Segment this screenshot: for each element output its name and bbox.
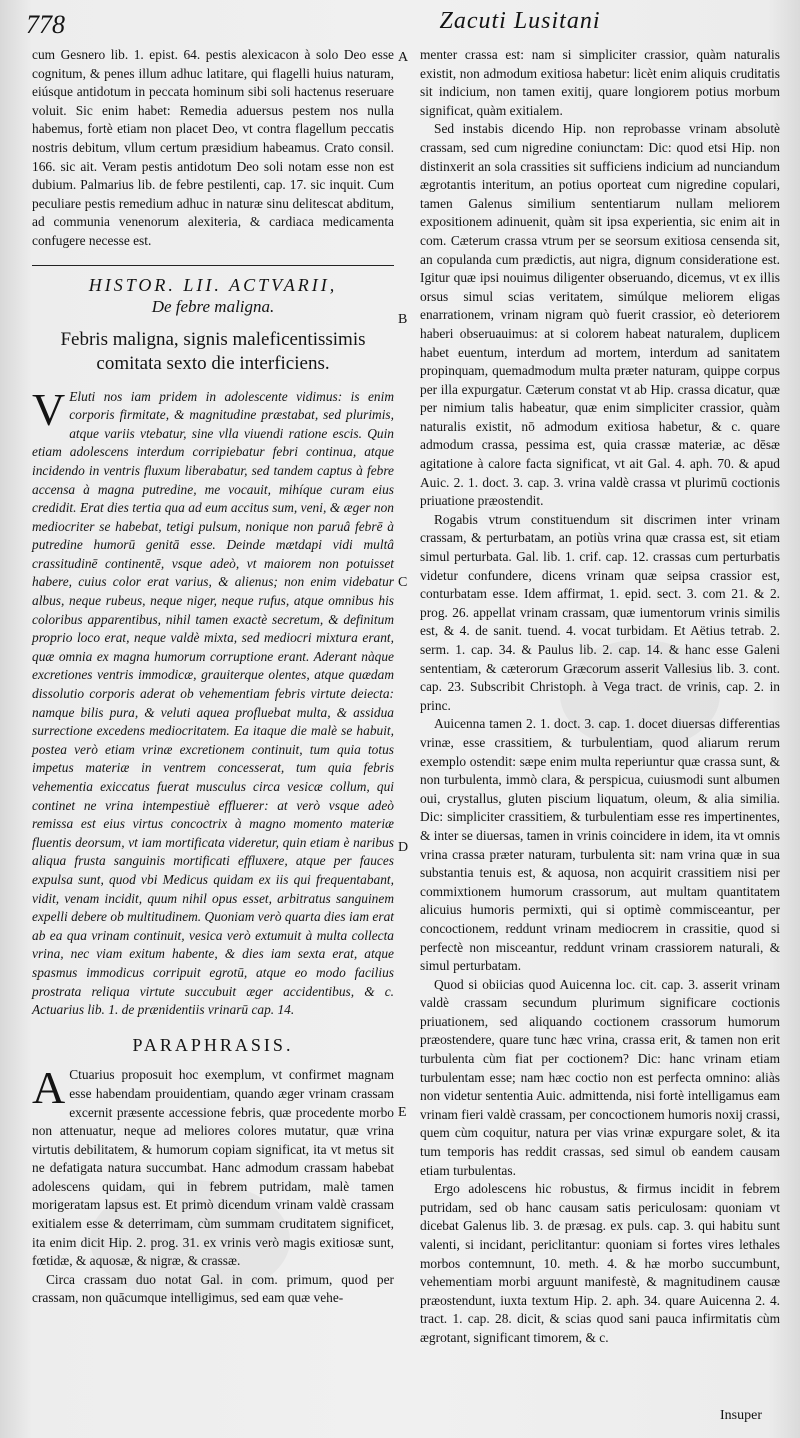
running-title: Zacuti Lusitani	[439, 8, 601, 34]
case-paragraph	[32, 383, 394, 1020]
paraphrasis-paragraph	[32, 1062, 394, 1271]
case-title: Febris maligna, signis maleficentissimis comitata sexto die interficiens.	[60, 328, 366, 374]
history-subheading: De febre maligna.	[151, 296, 275, 316]
right-paragraph-4: Auicenna tamen 2. 1. doct. 3. cap. 1. docet diuersas differentias vrinæ, esse crassitiem, & turbulentiam, quod aliarum rerum exemplo ostendit: sæpe enim multa reperiuntur quæ crassa sunt, & non turbulenta, immò clara, & perspicua, cuiusmodi sunt albumen oui, crystallus, gluten piscium liquatum, oleum, & alia similia. Dic: simpliciter crassitiem, & turbulentiam esse res impertinentes, & inter se diuersas, tamen in vrinis coincidere in idem, ita vt omnis vrina crassa præter naturam, turbulenta sit: nam vrina quæ in sua substantia tenuis est, & aquosa, non acquirit crassitiem nisi per commixtionem humorum crassorum, aut multam quantitatem alicuius humoris permixti, qui si optimè commisceantur, per concoctionem, reddunt vrinam mediocrem in crassitie, quod si perfectè non misceantur, reddunt vrinam crassiorem naturali, & simul perturbatam.	[420, 716, 780, 974]
case-text: Eluti nos iam pridem in adolescente vidimus: is enim corporis firmitate, & magnitudine præstabat, sed plurimis, atque variis vtebatur, sine vlla viuendi ratione escis. Quin etiam adolescens interdum corripiebatur febri continua, atque incidendo in ventris fluxum liberabatur, sed tandem captus à febre accensa à magna putredine, me vocauit, mihíque curam eius credidit. Erat dies tertia qua ad eum accitus sum, veni, & æger non mediocriter se habebat, tetigi pulsum, nonique non paruâ febrē à putredine humorū genitā esse. Deinde mætdapi vidi multâ crassitudinē continentē, vsque adeò, vt maiorem non potuisset habere, cuius color erat varius, & alienus; non enim videbatur albus, neque rubeus, neque niger, neque rufus, atque omnibus his coloribus apparentibus, nihil tamen exactè secretum, & definitum proprio loco erat, neque valdè mixta, sed mediocri mixtura erant, quæ omnia ex magna humorum corruptione erant. Aderant nàque excretiones ventris immodicæ, grauiterque olentes, atque quædam dissolutio corporis aderat ob vehementiam febris virtute deiecta: namque bilis pura, & veluti aquea profluebat multa, & assidua surrectione excedens mediocritatem. Ea itaque die malè se habuit, postea verò etiam vrinæ excretionem continuit, tum quia totus impetus materiæ in ventrem concesserat, tum quia febris vehementia exiccatus fuerat musculus circa vesicæ collum, qui continet ne vrina intempestiuè effluerer: at verò vsque adeò remissa est eius virtus concoctrix à magno momento materiæ fluentis deorsum, vt iam mortificata videretur, quin etiam è naribus aliqua frusta sanguinis mortificati effluxere, atque per fauces expulsa sunt, quod vbi Medicus quidam ex iis qui frequentabant, vidit, venam incidit, quum nihil opus esset, arbitratus sanguinem expelli debere ob multitudinem. Quoniam verò quarta dies iam erat ab ea qua vrinam continuit, vesica verò extumuit à multa collecta vrina, nec viam exitum habente, & dies iam sexta erat, atque spasmus immodicus corripuit egrotū, atque eo modo facilius prostrata reliqua virtute succubuit æger accidentibus, & c. Actuarius lib. 1. de prænidentiis vrinarū cap. 14.	[32, 388, 394, 1018]
paraphrasis-paragraph-2: Circa crassam duo notat Gal. in com. primum, quod per crassam, non quācumque intelligimus, sed eam quæ vehe-	[32, 1271, 394, 1306]
left-column	[32, 46, 394, 1308]
paraphrasis-dropcap: A	[32, 1062, 66, 1114]
section-divider	[32, 265, 394, 266]
margin-letter-d: D	[398, 840, 409, 855]
margin-letter-c: C	[398, 575, 408, 590]
page-number: 778	[26, 10, 65, 39]
paraphrasis-heading: PARAPHRASIS.	[132, 1034, 294, 1055]
right-paragraph-3: Rogabis vtrum constituendum sit discrimen inter vrinam crassam, & perturbatam, an potiùs vrina quæ crassa est, sit etiam simul perturbata. Gal. lib. 1. crif. cap. 12. crassas cum perturbatis videtur confundere, dicens vrinam quæ seipsa crassior est, conturbatam esse. Idem affirmat, 1. epid. sect. 3. com 21. & 2. prog. 26. appellat vrinam crassam, quæ iumentorum vrinis similis est, & 4. de sanit. tuend. 4. vocat turbidam. Et Aëtius tetrab. 2. serm. 1. cap. 34. & Paulus lib. 2. cap. 14. & hanc esse Galeni sententiam, & cæterorum Græcorum asserit Vallesius lib. 3. cont. cap. 23. Subscribit Christoph. à Vega tract. de vrinis, cap. 2. in princ.	[420, 511, 780, 713]
page-header	[0, 0, 800, 44]
paraphrasis-text: Ctuarius proposuit hoc exemplum, vt confirmet magnam esse habendam prouidentiam, quando æger vrinam crassam excernit præsente accessione febris, quæ procedente morbo non attenuatur, neque ad meliores colores mutatur, quæ vrina virtutis debilitatem, & humorum copiam significat, ita vt metus sit ne defatigata natura succumbat. Hanc admodum crassam habebat adolescens quidam, qui in febrem putridam, malè tamen morigeratam lapsus est. Et primò dicendum vrinam valdè crassam exitialem esse & deterrimam, cùm summam cruditatem significet, ita enim dicit Hip. 2. prog. 31. ex vrinis verò magis exitiosæ sunt, fœtidæ, & aquosæ, & nigræ, & crassæ.	[32, 1067, 394, 1269]
right-paragraph-2: Sed instabis dicendo Hip. non reprobasse vrinam absolutè crassam, sed cum nigredine coniunctam: Dic: quod etsi Hip. non distinxerit an sola crassities sit sufficiens indicium ad nunciandum ægrotantis interitum, an potius oporteat cum nigredine copulari, tamen Galenus similium sententiarum nullam meliorem expositionem adinuenit, quàm sit ipsa experientia, sic enim ait in com. Cæterum crassa vtrum per se seorsum exitiosa censenda sit, an copulanda cum prædictis, aut nigra, dignum consideratione est. Igitur quæ ipsi nouimus diligenter obseruando, dicemus, vt ex illis orsus simul scias veritatem, simúlque meliorem eligas enarrationem, vrinam nigram quò fuerit crassior, eò deteriorem haberi obseruauimus: at si colorem habeat naturalem, duplicem habet euentum, interdum ad mortem, interdum ad sanitatem propinquam, quemadmodum multa præter naturam, quippe corpus per illa expurgatur. Cæterum constat vt ab Hip. crassa dicatur, quæ per nimium talis habeatur, quæ enim simpliciter crassior, quàm naturalis existit, nō admodum exitiosa habetur, & c. quare admodum crassa, pessima est, quia crassæ materiæ, ac dēsæ agitatione à calore facta significat, vt ait Gal. 4. aph. 70. & apud Auic. 2. 1. doct. 3. cap. 3. vrina valdè crassa vt plurimū coctionis priuatione præostendit.	[420, 121, 780, 509]
margin-letter-a: A	[398, 50, 409, 65]
right-paragraph-5: Quod si obiicias quod Auicenna loc. cit. cap. 3. asserit vrinam valdè crassam secundum plurimum significare coctionis priuationem, sed aliquando coctionem crassorum humorum præostendere, quare tunc hæc vrina, crassa erit, & tamen non erit turbulenta cùm fiat per coctionem? Dic: hanc vrinam etiam turbulentam esse; nam hæc coctio non est perfecta omnino: aliàs non videtur sententia Auic. admittenda, nisi fortè intelligamus eam vrinam fieri valdè crassam, per concoctionem humoris noxij crassi, quem cùm coquitur, natura per vias vrinæ expurgare solet, & ita tum temporis has reddit crassas, sed simul ob eandem causam etiam turbulentas.	[420, 976, 780, 1178]
right-paragraph-6: Ergo adolescens hic robustus, & firmus incidit in febrem putridam, sed ob hanc causam satis periculosam: quoniam vt dicebat Galenus lib. 3. de præsag. ex puls. cap. 3. qui habitu sunt valenti, si incidant, periclitantur: quoniam si fortes vires lethales morbos contemnunt, 10. meth. 4. & hæ morbo succumbunt, vehementiam morbi arguunt manifestè, & magnitudinem causæ præostendunt, iuxta textum Hip. 2. aph. 34. quare Auicenna 2. 4. tract. 1. cap. 28. dicit, & scias quod sani pauca infirmitatis cùm ægrotant, significant timorem, & c.	[420, 1181, 780, 1345]
right-paragraph-1: menter crassa est: nam si simpliciter crassior, quàm naturalis existit, non admodum exitiosa habetur: licèt enim aliquis cruditatis sit indicium, non tamen exitij, quare longiorem potius morbum significat, quàm exitialem.	[420, 47, 780, 118]
right-column	[420, 46, 780, 1348]
intro-paragraph: cum Gesnero lib. 1. epist. 64. pestis alexicacon à solo Deo esse cognitum, & penes illum adhuc latitare, qui flagelli huius naturam, eiúsque antidotum in peccata hominum sibi soli hactenus reseruare voluit. Sic enim habet: Remedia aduersus pestem nos nulla habemus, fortè etiam non placet Deo, vt contra flagellum peccatis nostris debitum, vllum certum præsidium habeamus. Crato consil. 166. sic ait. Veram pestis antidotum Deo soli notam esse non est dubium. Palmarius lib. de febre pestilenti, cap. 17. sic inquit. Cum peculiare pestis remedium adhuc in naturæ sinu delitescat abditum, ad communia venenorum alexiteria, & cardiaca medicamenta confugere necesse est.	[32, 47, 394, 248]
catchword: Insuper	[720, 1408, 762, 1423]
case-dropcap: V	[32, 383, 66, 435]
margin-letter-e: E	[398, 1105, 407, 1120]
margin-letter-b: B	[398, 312, 408, 327]
history-heading: HISTOR. LII. ACTVARII,	[88, 274, 338, 295]
